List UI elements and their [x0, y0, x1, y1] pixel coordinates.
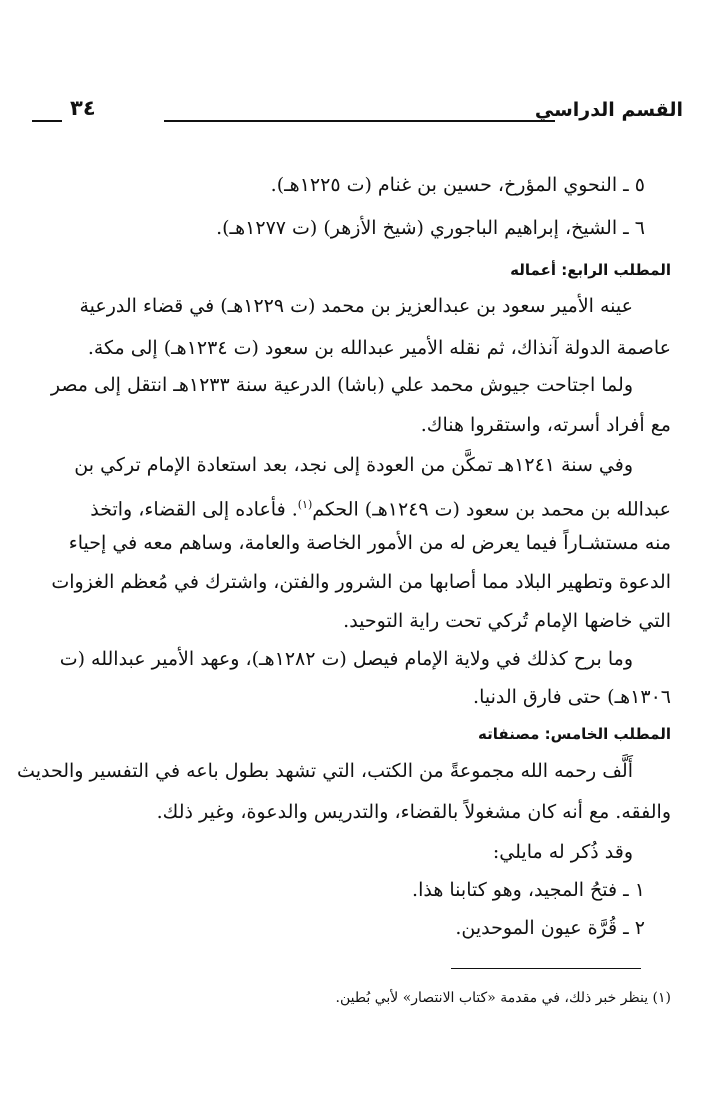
paragraph-line: وفي سنة ١٢٤١هـ تمكَّن من العودة إلى نجد، بعد استعادة الإمام تركي بن [74, 454, 633, 476]
section-heading: المطلب الرابع: أعماله [510, 261, 671, 279]
paragraph-line: ولما اجتاحت جيوش محمد علي (باشا) الدرعية سنة ١٢٣٣هـ انتقل إلى مصر [50, 374, 633, 396]
footnote-marker: (١) [297, 498, 313, 511]
footnote: (١) ينظر خبر ذلك، في مقدمة «كتاب الانتصار» لأبي بُطين. [335, 990, 671, 1006]
paragraph-line: عاصمة الدولة آنذاك، ثم نقله الأمير عبدالله بن سعود (ت ١٢٣٤هـ) إلى مكة. [87, 337, 671, 359]
section-heading: المطلب الخامس: مصنفاته [478, 725, 671, 743]
paragraph-line [42, 492, 671, 522]
paragraph-line: وقد ذُكر له مايلي: [492, 841, 633, 863]
paragraph-line: الدعوة وتطهير البلاد مما أصابها من الشرور والفتن، واشترك في مُعظم الغزوات [51, 571, 671, 593]
paragraph-line: عينه الأمير سعود بن عبدالعزيز بن محمد (ت ١٢٢٩هـ) في قضاء الدرعية [79, 295, 633, 317]
paragraph-line: وما برح كذلك في ولاية الإمام فيصل (ت ١٢٨٢هـ)، وعهد الأمير عبدالله (ت [59, 648, 633, 670]
paragraph-line-part: . فأعاده إلى القضاء، واتخذ [90, 498, 298, 521]
header-title: القسم الدراسي [534, 99, 683, 121]
list-item: ٢ ـ قُرَّة عيون الموحدين. [455, 917, 645, 939]
list-item: ٦ ـ الشيخ، إبراهيم الباجوري (شيخ الأزهر) (ت ١٢٧٧هـ). [216, 217, 645, 239]
paragraph-line: والفقه. مع أنه كان مشغولاً بالقضاء، والتدريس والدعوة، وغير ذلك. [156, 801, 671, 823]
list-item: ٥ ـ النحوي المؤرخ، حسين بن غنام (ت ١٢٢٥هـ). [270, 174, 645, 196]
list-item: ١ ـ فتحُ المجيد، وهو كتابنا هذا. [412, 879, 645, 901]
paragraph-line: منه مستشـاراً فيما يعرض له من الأمور الخاصة والعامة، وساهم معه في إحياء [68, 532, 671, 554]
header-rule [164, 120, 555, 122]
footnote-rule [451, 968, 641, 969]
paragraph-line-part: عبدالله بن محمد بن سعود (ت ١٢٤٩هـ) الحكم [312, 498, 671, 521]
paragraph-line: ١٣٠٦هـ) حتى فارق الدنيا. [473, 686, 671, 708]
running-header [30, 96, 683, 128]
paragraph-line: أَلَّف رحمه الله مجموعةً من الكتب، التي تشهد بطول باعه في التفسير والحديث [17, 760, 633, 782]
header-rule-short [32, 120, 62, 122]
paragraph-line: التي خاضها الإمام تُركي تحت راية التوحيد. [343, 610, 671, 632]
paragraph-line: مع أفراد أسرته، واستقروا هناك. [420, 414, 671, 436]
page-number: ٣٤ [70, 96, 96, 120]
